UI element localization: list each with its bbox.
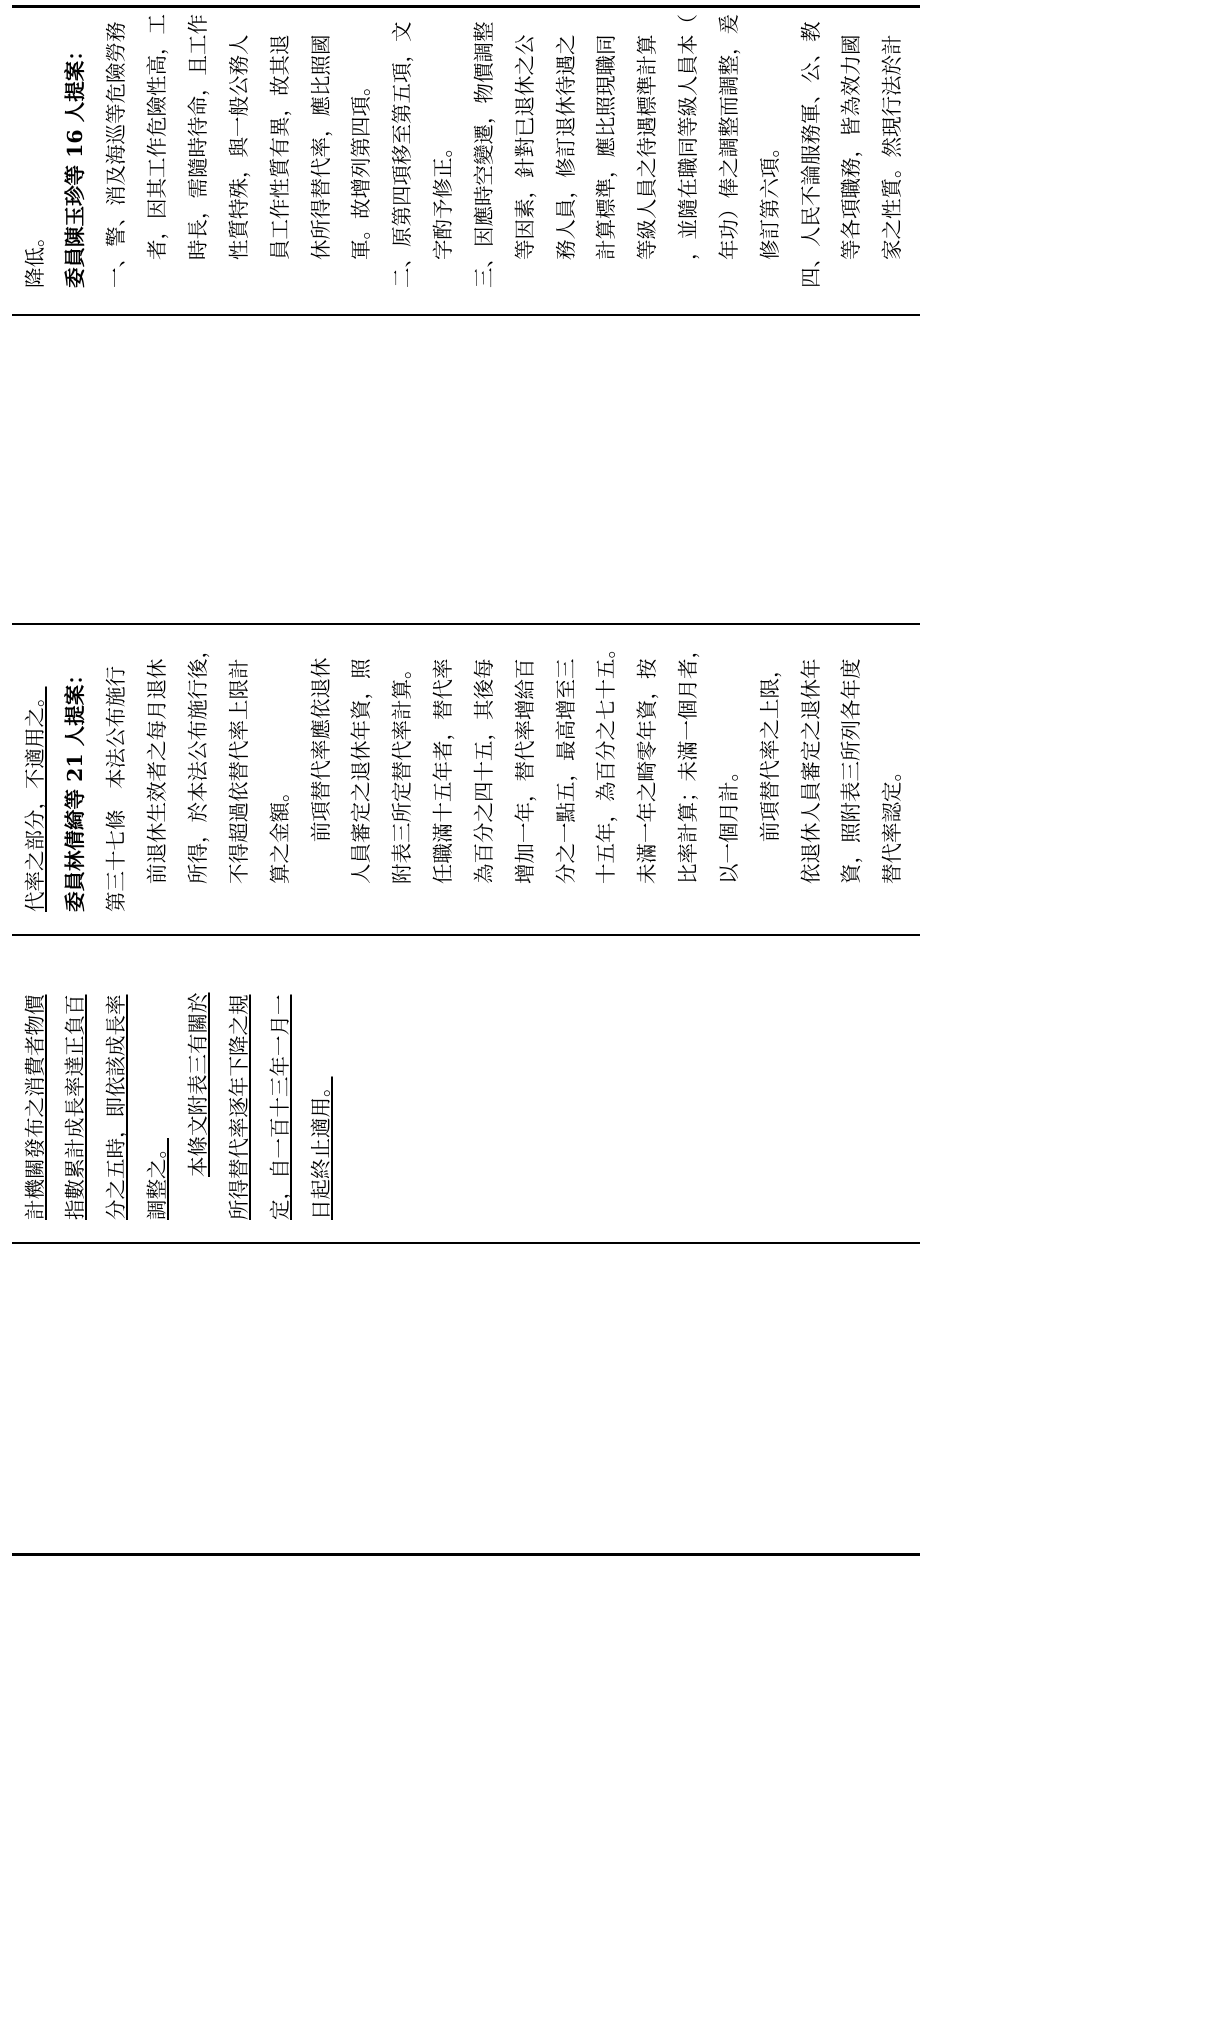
underlined-text-line: 定，自一百十三年一月一 xyxy=(267,994,292,1220)
table-border-left xyxy=(12,1553,920,1556)
proposal-heading: 委員林倩綺等 21 人提案： xyxy=(63,664,88,912)
text-line: 以一個月計。 xyxy=(716,761,741,884)
text-line: 資，照附表三所列各年度 xyxy=(839,658,864,884)
underlined-text-line: 計機關發布之消費者物價 xyxy=(22,994,47,1220)
text-line: 為百分之四十五，其後每 xyxy=(471,658,496,884)
list-item-line: 四、人民不論服務軍、公、教 xyxy=(798,21,823,288)
text-line: 務人員，修訂退休待遇之 xyxy=(553,34,578,260)
text-line: 所得，於本法公布施行後， xyxy=(185,638,210,884)
text-line: 休所得替代率，應比照國 xyxy=(308,34,333,260)
text-line: 員工作性質有異，故其退 xyxy=(267,34,292,260)
text-line: 前退休生效者之每月退休 xyxy=(145,658,170,884)
description-column xyxy=(15,5,920,315)
text-line: 比率計算；未滿一個月者， xyxy=(676,638,701,884)
text-line: 不得超過依替代率上限計 xyxy=(226,658,251,884)
underlined-text-line: 代率之部分，不適用之。 xyxy=(22,686,47,912)
text-line: 修訂第六項。 xyxy=(757,137,782,260)
text-line: 等因素，針對已退休之公 xyxy=(512,34,537,260)
text-line: 分之一點五，最高增至三 xyxy=(553,658,578,884)
underlined-text-line: 分之五時，即依該成長率 xyxy=(104,994,129,1220)
list-item-line: 一、警、消及海巡等危險勞務 xyxy=(104,21,129,288)
amended-text-column xyxy=(15,935,920,1243)
underlined-text-line: 日起終止適用。 xyxy=(308,1076,333,1220)
underlined-text-line: 指數累計成長率達正負百 xyxy=(63,994,88,1220)
text-line: 等級人員之待遇標準計算 xyxy=(635,34,660,260)
text-line: 任職滿十五年者，替代率 xyxy=(431,658,456,884)
paragraph-first-line: 前項替代率應依退休 xyxy=(308,657,333,842)
text-line: 未滿一年之畸零年資，按 xyxy=(635,658,660,884)
text-line: 替代率認定。 xyxy=(880,761,905,884)
list-item-line: 三、因應時空變遷，物價調整 xyxy=(471,21,496,288)
text-line: 十五年，為百分之七十五。 xyxy=(594,638,619,884)
text-line: 人員審定之退休年資，照 xyxy=(349,658,374,884)
text-line: 時長，需隨時待命，且工作 xyxy=(185,14,210,260)
underlined-text-line: 調整之。 xyxy=(145,1138,170,1220)
text-line: 算之金額。 xyxy=(267,781,292,884)
underlined-paragraph-first-line: 本條文附表三有關於 xyxy=(185,992,210,1177)
text-line: 者，因其工作危險性高，工 xyxy=(145,14,170,260)
text-line: 家之性質。然現行法於計 xyxy=(880,34,905,260)
text-line: 依退休人員審定之退休年 xyxy=(798,658,823,884)
text-line: 性質特殊，與一般公務人 xyxy=(226,34,251,260)
empty-column xyxy=(15,316,920,623)
text-line: 增加一年，替代率增給百 xyxy=(512,658,537,884)
text-line: 附表三所定替代率計算。 xyxy=(390,658,415,884)
text-line: 軍。故增列第四項。 xyxy=(349,75,374,260)
text-line: 計算標準，應比照現職同 xyxy=(594,34,619,260)
text-line: 降低。 xyxy=(22,226,47,288)
proposal-column xyxy=(15,624,920,935)
empty-column xyxy=(15,1244,920,1553)
underlined-text-line: 所得替代率逐年下降之規 xyxy=(226,994,251,1220)
text-line: 年功）俸之調整而調整，爰 xyxy=(716,14,741,260)
proposal-heading: 委員陳玉珍等 16 人提案： xyxy=(63,40,88,288)
text-line: 等各項職務，皆為效力國 xyxy=(839,34,864,260)
text-line: ，並隨在職同等級人員本（ xyxy=(676,14,701,260)
list-item-line: 二、原第四項移至第五項，文 xyxy=(390,21,415,288)
article-heading-line: 第三十七條 本法公布施行 xyxy=(104,666,129,912)
paragraph-first-line: 前項替代率之上限， xyxy=(757,657,782,842)
text-line: 字酌予修正。 xyxy=(431,137,456,260)
